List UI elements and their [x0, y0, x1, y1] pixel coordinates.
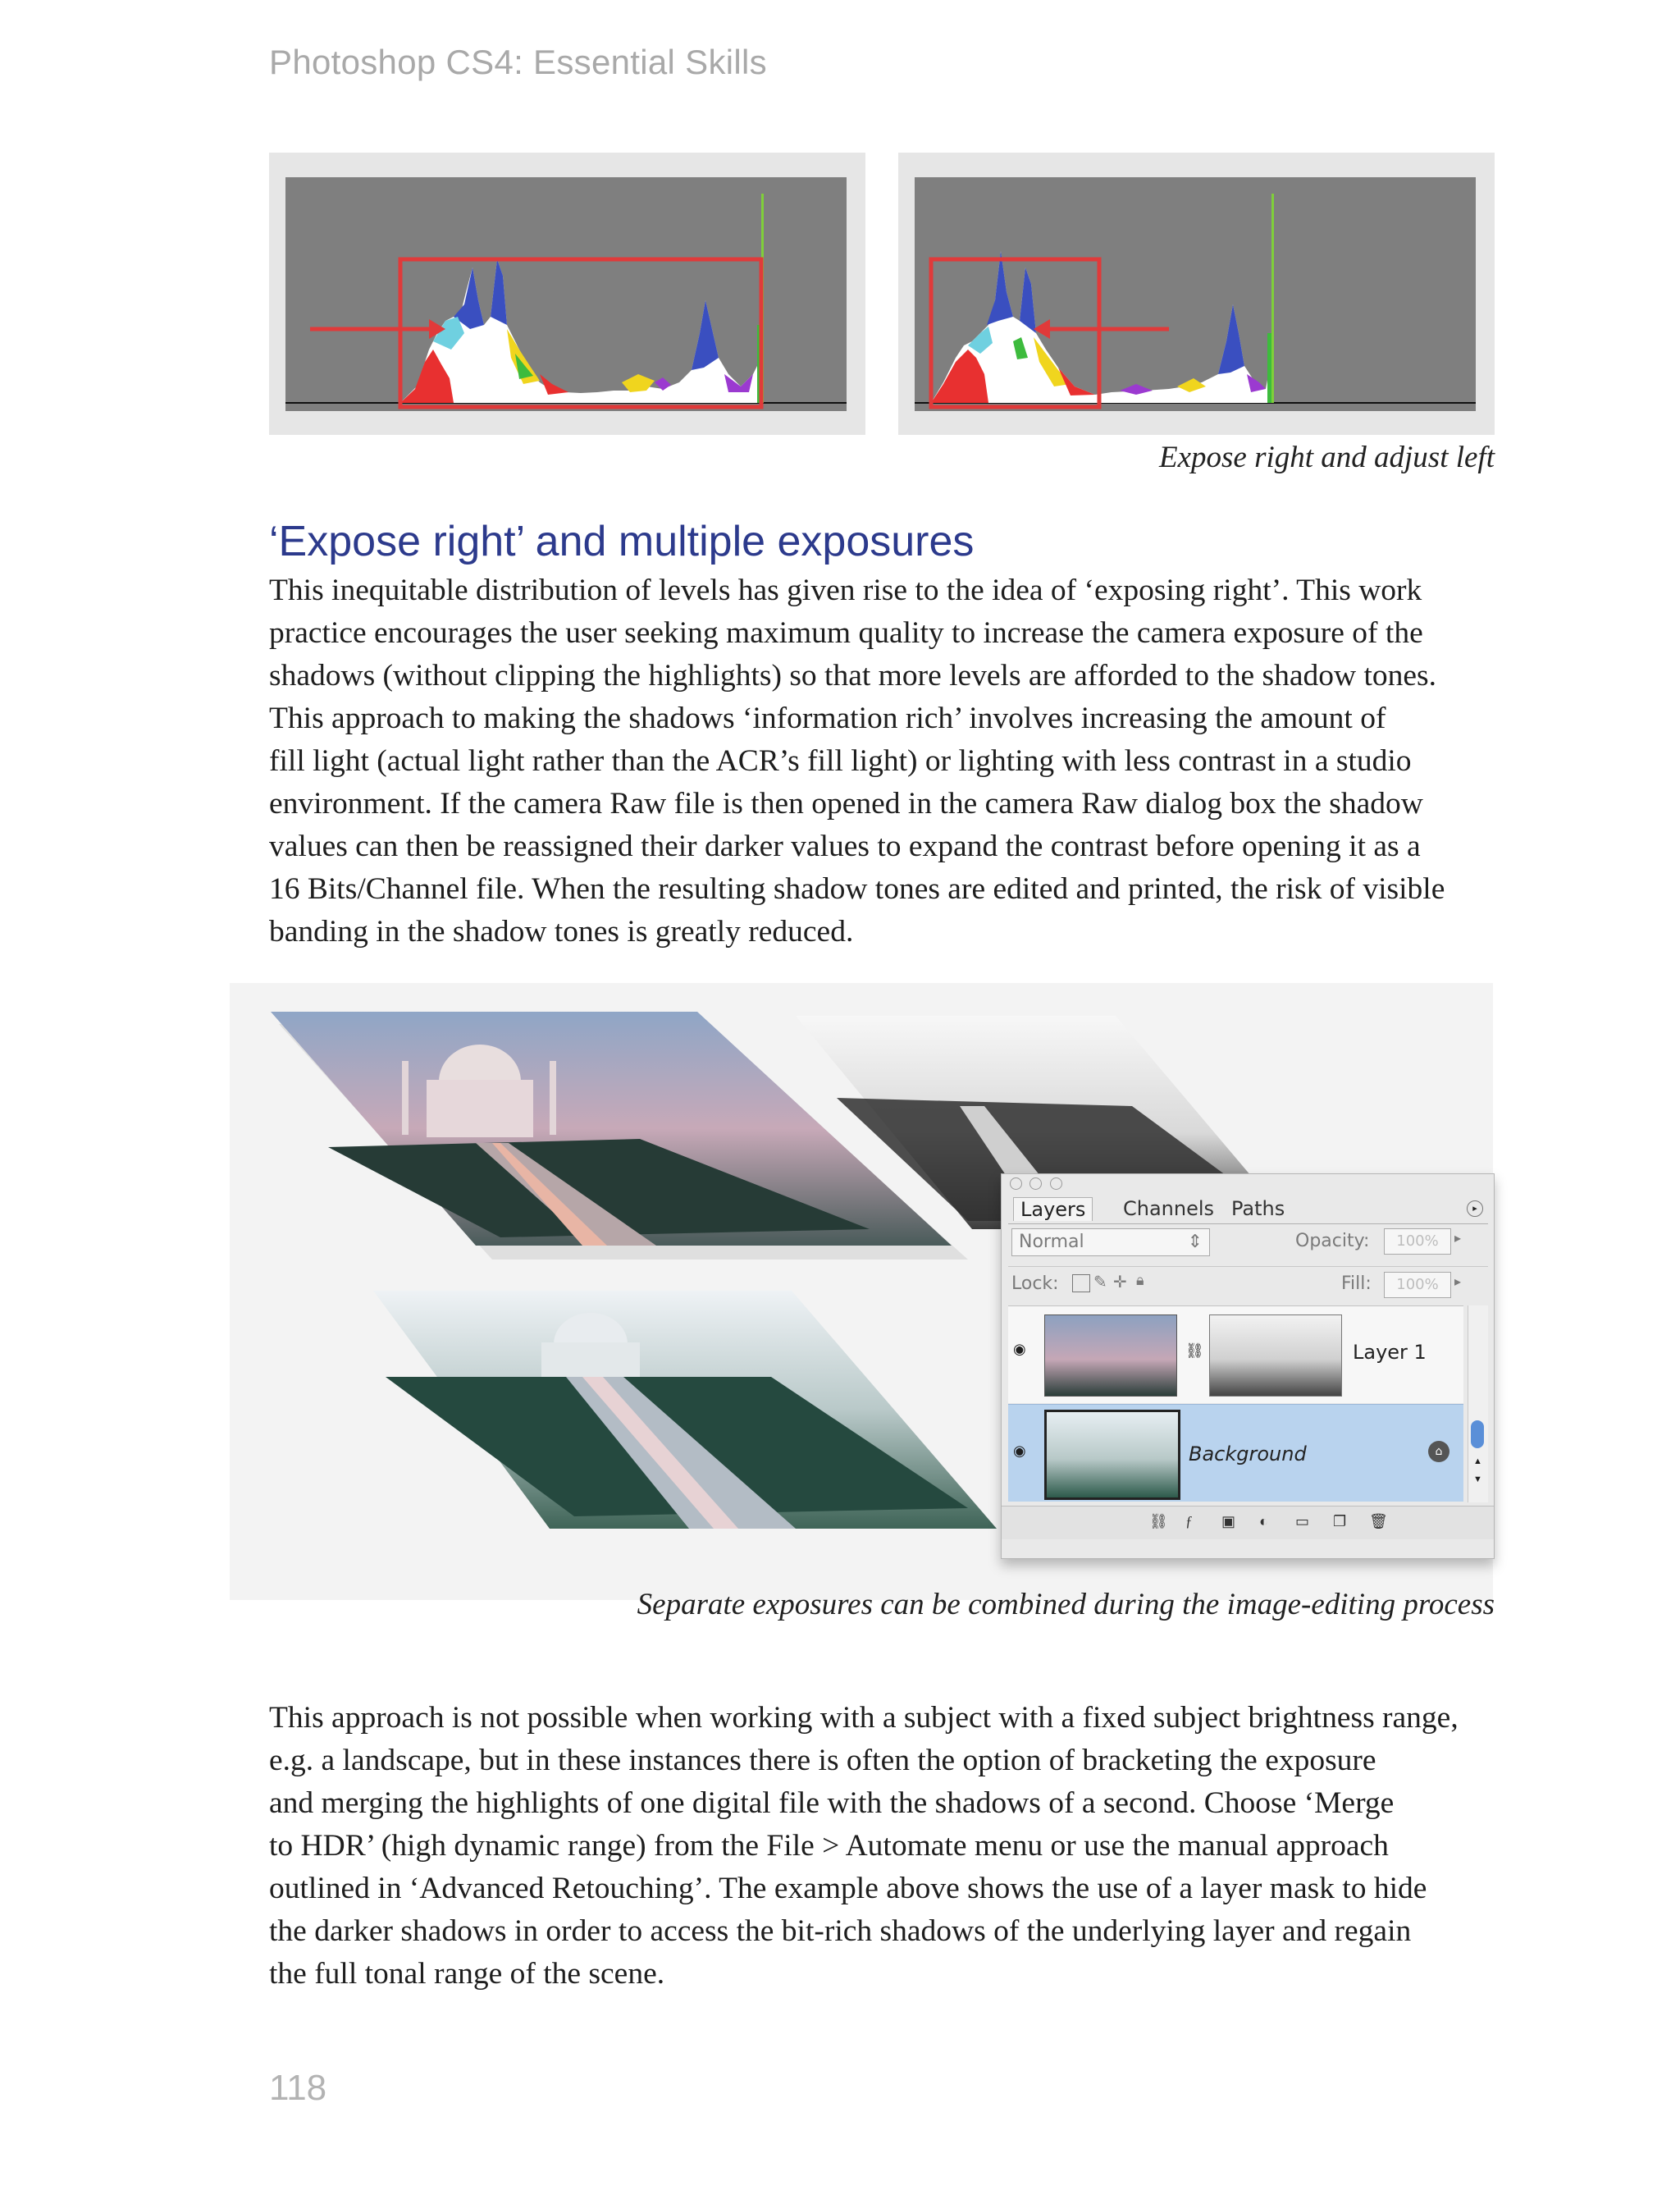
- paragraph-line: fill light (actual light rather than the ACR’s fill light) or lighting with less contrast in a studio: [269, 744, 1412, 778]
- close-window-icon[interactable]: [1010, 1177, 1022, 1190]
- lock-transparency-icon[interactable]: [1072, 1274, 1090, 1292]
- paragraph-line: the darker shadows in order to access the bit-rich shadows of the underlying layer and regain: [269, 1914, 1412, 1948]
- paragraph-line: This inequitable distribution of levels has given rise to the idea of ‘exposing right’. This work: [269, 574, 1422, 607]
- fill-arrow-icon[interactable]: ▸: [1454, 1273, 1462, 1289]
- minimize-window-icon[interactable]: [1029, 1177, 1042, 1190]
- new-group-icon[interactable]: ▭: [1295, 1513, 1310, 1529]
- paragraph-1: [269, 569, 1495, 953]
- eye-icon[interactable]: ◉: [1013, 1442, 1026, 1460]
- add-mask-icon[interactable]: ▣: [1221, 1513, 1236, 1529]
- paragraph-line: This approach to making the shadows ‘information rich’ involves increasing the amount of: [269, 702, 1386, 735]
- paragraph-line: shadows (without clipping the highlights) so that more levels are afforded to the shadow tones.: [269, 659, 1436, 693]
- paragraph-line: This approach is not possible when working with a subject with a fixed subject brightness range,: [269, 1701, 1459, 1735]
- paragraph-line: to HDR’ (high dynamic range) from the File > Automate menu or use the manual approach: [269, 1829, 1389, 1863]
- layers-scrollbar[interactable]: [1468, 1305, 1488, 1502]
- layer-name: Layer 1: [1353, 1341, 1427, 1364]
- tab-channels[interactable]: Channels: [1123, 1197, 1215, 1220]
- paragraph-line: 16 Bits/Channel file. When the resulting shadow tones are edited and printed, the risk of visible: [269, 872, 1445, 906]
- figure2-caption: Separate exposures can be combined during the image-editing process: [637, 1588, 1495, 1621]
- layer-row-background[interactable]: [1008, 1404, 1463, 1502]
- tab-layers[interactable]: Layers: [1013, 1197, 1093, 1221]
- opacity-label: Opacity:: [1295, 1231, 1370, 1251]
- lock-label: Lock:: [1011, 1273, 1059, 1294]
- panel-tabs: [1008, 1194, 1488, 1224]
- new-layer-icon[interactable]: ❐: [1333, 1513, 1347, 1529]
- layers-panel: [1001, 1173, 1495, 1559]
- paragraph-line: outlined in ‘Advanced Retouching’. The example above shows the use of a layer mask to hide: [269, 1872, 1427, 1905]
- layer-style-icon[interactable]: ƒ: [1185, 1513, 1193, 1529]
- figure-layered-exposures: [230, 983, 1493, 1600]
- paragraph-line: practice encourages the user seeking maximum quality to increase the camera exposure of the: [269, 616, 1423, 650]
- fill-input[interactable]: 100%: [1384, 1272, 1451, 1298]
- opacity-input[interactable]: 100%: [1384, 1228, 1451, 1255]
- fill-label: Fill:: [1341, 1273, 1372, 1294]
- histogram-right: [898, 153, 1495, 435]
- trash-icon[interactable]: 🗑︎: [1369, 1513, 1388, 1529]
- eye-icon[interactable]: ◉: [1013, 1341, 1026, 1358]
- paragraph-line: environment. If the camera Raw file is then opened in the camera Raw dialog box the shadow: [269, 787, 1423, 821]
- layer-mask-thumbnail: [1209, 1314, 1342, 1397]
- opacity-arrow-icon[interactable]: ▸: [1454, 1230, 1462, 1246]
- lock-position-icon[interactable]: ✛: [1113, 1272, 1127, 1292]
- lock-row: [1008, 1266, 1488, 1303]
- link-layers-icon[interactable]: ⛓: [1149, 1513, 1168, 1529]
- layer-thumbnail: [1044, 1410, 1180, 1500]
- histogram-right-panel: [898, 153, 1495, 435]
- lock-all-icon[interactable]: 🔒︎: [1136, 1272, 1144, 1289]
- lock-icon: ⌂: [1428, 1441, 1449, 1462]
- lock-pixels-icon[interactable]: ✎: [1093, 1272, 1107, 1292]
- layer-thumbnail: [1044, 1314, 1177, 1397]
- adjustment-layer-icon[interactable]: ◐: [1259, 1513, 1268, 1529]
- scroll-up-icon[interactable]: ▲: [1473, 1456, 1482, 1466]
- paragraph-2: [269, 1697, 1495, 1996]
- scroll-down-icon[interactable]: ▼: [1473, 1474, 1482, 1484]
- section-heading: ‘Expose right’ and multiple exposures: [269, 518, 975, 565]
- paragraph-line: values can then be reassigned their darker values to expand the contrast before opening it as a: [269, 830, 1421, 863]
- paragraph-line: e.g. a landscape, but in these instances there is often the option of bracketing the exposure: [269, 1744, 1376, 1777]
- chevron-updown-icon: ⇕: [1187, 1232, 1203, 1252]
- panel-menu-icon[interactable]: ▸: [1467, 1200, 1483, 1217]
- paragraph-line: and merging the highlights of one digital file with the shadows of a second. Choose ‘Merge: [269, 1786, 1395, 1820]
- blend-row: [1008, 1227, 1488, 1260]
- blend-mode-value: Normal: [1019, 1232, 1084, 1252]
- page-number: 118: [269, 2068, 327, 2108]
- window-controls: [1010, 1177, 1062, 1191]
- tab-paths[interactable]: Paths: [1231, 1197, 1285, 1220]
- figure1-caption: Expose right and adjust left: [1158, 441, 1495, 474]
- paragraph-line: banding in the shadow tones is greatly reduced.: [269, 915, 854, 949]
- blend-mode-select[interactable]: [1011, 1228, 1210, 1256]
- running-head: Photoshop CS4: Essential Skills: [269, 43, 767, 81]
- link-icon[interactable]: ⛓: [1185, 1342, 1204, 1360]
- histogram-left: [269, 153, 865, 435]
- paragraph-line: the full tonal range of the scene.: [269, 1957, 665, 1991]
- layer-row-layer-1[interactable]: [1008, 1305, 1463, 1403]
- histogram-left-panel: [269, 153, 865, 435]
- panel-footer: [1002, 1506, 1494, 1539]
- zoom-window-icon[interactable]: [1050, 1177, 1062, 1190]
- scroll-thumb[interactable]: [1471, 1420, 1484, 1448]
- layer-name: Background: [1189, 1442, 1307, 1465]
